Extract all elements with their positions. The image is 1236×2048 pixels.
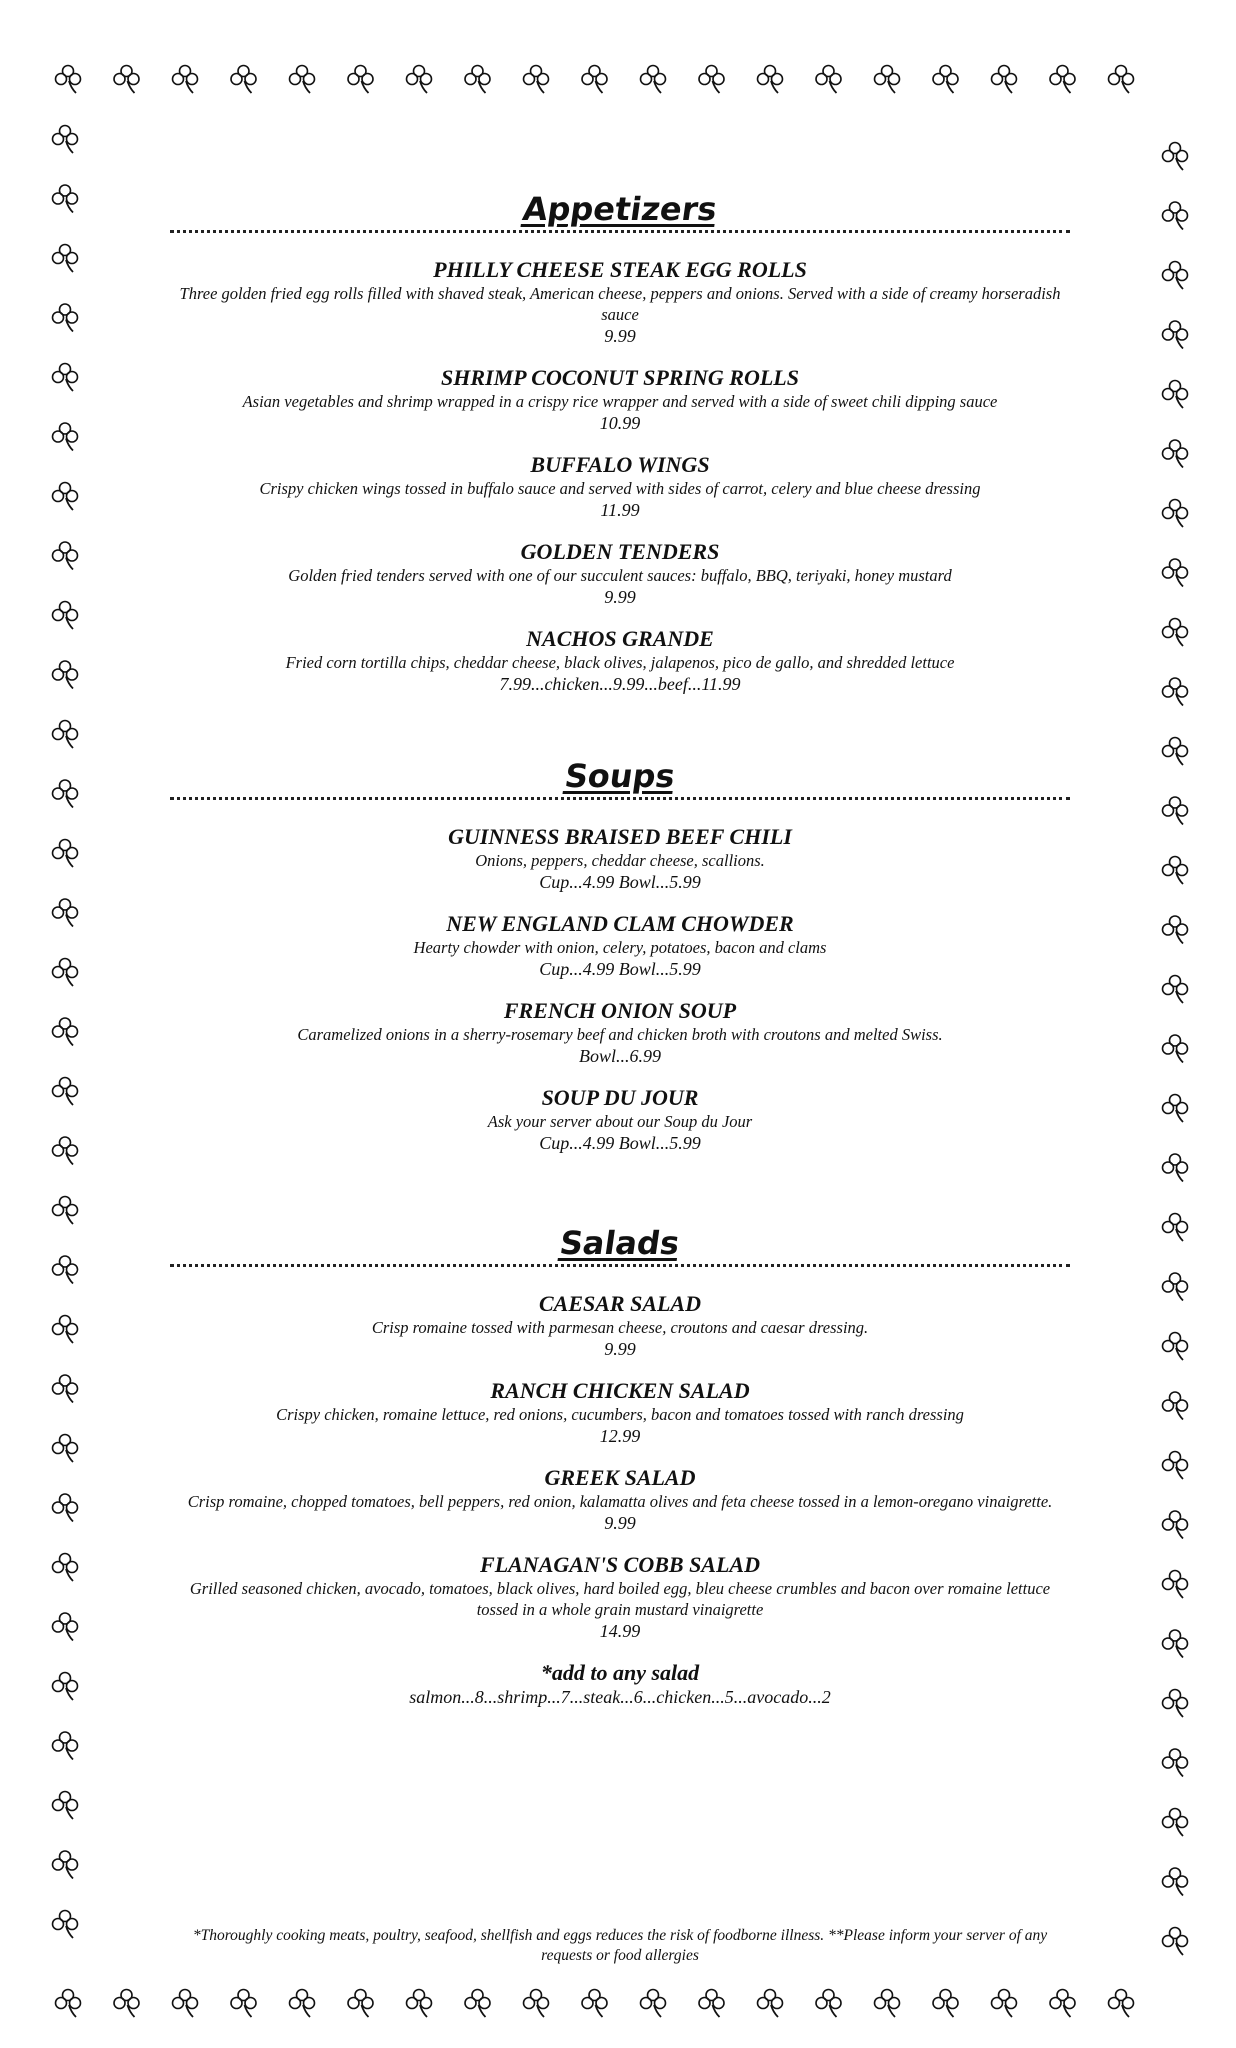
shamrock-icon <box>53 899 78 927</box>
shamrock-icon <box>53 483 78 511</box>
shamrock-icon <box>53 1613 78 1641</box>
item-name: RANCH CHICKEN SALAD <box>490 1378 750 1403</box>
shamrock-icon <box>290 1990 315 2018</box>
shamrock-icon <box>231 66 256 94</box>
shamrock-icon <box>231 1990 256 2018</box>
shamrock-icon <box>1163 1214 1188 1242</box>
item-description: Crispy chicken wings tossed in buffalo sauce and served with sides of carrot, celery and blue cheese dressing <box>259 479 981 498</box>
dotted-divider <box>170 1264 1070 1267</box>
shamrock-icon <box>407 66 432 94</box>
shamrock-icon <box>53 1197 78 1225</box>
shamrock-icon <box>53 1078 78 1106</box>
shamrock-icon <box>1163 559 1188 587</box>
shamrock-icon <box>53 602 78 630</box>
item-name: SOUP DU JOUR <box>541 1085 699 1110</box>
item-price: 9.99 <box>604 326 636 346</box>
section-appetizers <box>170 190 1070 695</box>
shamrock-icon <box>1163 1749 1188 1777</box>
shamrock-icon <box>53 780 78 808</box>
shamrock-icon <box>1163 1511 1188 1539</box>
shamrock-icon <box>53 1911 78 1939</box>
menu-item <box>170 998 1070 1067</box>
shamrock-icon <box>1163 1035 1188 1063</box>
shamrock-icon <box>933 66 958 94</box>
shamrock-icon <box>1163 1333 1188 1361</box>
shamrock-icon <box>1163 1392 1188 1420</box>
item-price: Bowl...6.99 <box>578 1046 661 1066</box>
menu-item <box>170 452 1070 521</box>
shamrock-icon <box>1163 857 1188 885</box>
item-description: Hearty chowder with onion, celery, potatoes, bacon and clams <box>413 938 827 957</box>
shamrock-icon <box>1163 1273 1188 1301</box>
shamrock-icon <box>1163 500 1188 528</box>
shamrock-icon <box>114 66 139 94</box>
shamrock-icon <box>699 66 724 94</box>
menu-content <box>170 190 1070 1726</box>
item-price: 9.99 <box>604 587 636 607</box>
shamrock-icon <box>53 1851 78 1879</box>
menu-item <box>170 257 1070 347</box>
section-soups <box>170 757 1070 1154</box>
shamrock-icon <box>1163 1154 1188 1182</box>
item-price: Cup...4.99 Bowl...5.99 <box>539 1133 701 1153</box>
shamrock-icon <box>758 66 783 94</box>
menu-item <box>170 1552 1070 1642</box>
item-price: 9.99 <box>604 1513 636 1533</box>
shamrock-icon <box>875 1990 900 2018</box>
item-description: Crisp romaine, chopped tomatoes, bell peppers, red onion, kalamatta olives and feta cheese tossed in a lemon-oregano vinaigrette. <box>187 1492 1053 1511</box>
item-name: FRENCH ONION SOUP <box>503 998 737 1023</box>
shamrock-icon <box>875 66 900 94</box>
shamrock-icon <box>53 1137 78 1165</box>
menu-item <box>170 1085 1070 1154</box>
item-price: Cup...4.99 Bowl...5.99 <box>539 872 701 892</box>
item-price: 10.99 <box>599 413 641 433</box>
item-description: Three golden fried egg rolls filled with shaved steak, American cheese, peppers and onions. Served with a side of creamy horseradish sauce <box>179 284 1061 324</box>
item-description: Asian vegetables and shrimp wrapped in a crispy rice wrapper and served with a side of sweet chili dipping sauce <box>242 392 998 411</box>
shamrock-icon <box>1163 143 1188 171</box>
shamrock-icon <box>1163 1868 1188 1896</box>
shamrock-icon <box>1109 66 1134 94</box>
item-description: Ask your server about our Soup du Jour <box>487 1112 753 1131</box>
shamrock-icon <box>641 1990 666 2018</box>
section-title: Salads <box>557 1224 683 1262</box>
item-name: *add to any salad <box>540 1660 700 1685</box>
shamrock-icon <box>1163 262 1188 290</box>
shamrock-icon <box>53 304 78 332</box>
shamrock-icon <box>53 721 78 749</box>
shamrock-icon <box>1163 1095 1188 1123</box>
shamrock-icon <box>524 66 549 94</box>
item-name: NEW ENGLAND CLAM CHOWDER <box>446 911 794 936</box>
shamrock-icon <box>1163 1690 1188 1718</box>
shamrock-icon <box>1163 1809 1188 1837</box>
shamrock-icon <box>1163 202 1188 230</box>
shamrock-icon <box>1050 1990 1075 2018</box>
item-price: 14.99 <box>599 1621 641 1641</box>
item-description: Crisp romaine tossed with parmesan cheese, croutons and caesar dressing. <box>371 1318 869 1337</box>
shamrock-icon <box>53 1018 78 1046</box>
item-description: Golden fried tenders served with one of our succulent sauces: buffalo, BBQ, teriyaki, honey mustard <box>288 566 952 585</box>
shamrock-icon <box>1163 976 1188 1004</box>
menu-item <box>170 1465 1070 1534</box>
item-price: 11.99 <box>600 500 640 520</box>
item-description: Grilled seasoned chicken, avocado, tomatoes, black olives, hard boiled egg, bleu cheese crumbles and bacon over romaine lettuce tossed in a whole grain mustard vinaigrette <box>189 1579 1051 1619</box>
shamrock-icon <box>173 66 198 94</box>
shamrock-icon <box>1163 797 1188 825</box>
allergy-footnote: *Thoroughly cooking meats, poultry, seafood, shellfish and eggs reduces the risk of foodborne illness. **Please inform your server of any requests or food allergies <box>192 1927 1048 1964</box>
shamrock-icon <box>53 959 78 987</box>
item-name: PHILLY CHEESE STEAK EGG ROLLS <box>433 257 807 282</box>
shamrock-icon <box>53 661 78 689</box>
shamrock-icon <box>1163 1452 1188 1480</box>
shamrock-icon <box>1163 1571 1188 1599</box>
shamrock-icon <box>1163 321 1188 349</box>
shamrock-icon <box>53 1792 78 1820</box>
shamrock-icon <box>524 1990 549 2018</box>
shamrock-icon <box>641 66 666 94</box>
dotted-divider <box>170 230 1070 233</box>
menu-item <box>170 824 1070 893</box>
item-name: CAESAR SALAD <box>538 1291 701 1316</box>
item-name: SHRIMP COCONUT SPRING ROLLS <box>441 365 799 390</box>
shamrock-icon <box>53 185 78 213</box>
shamrock-icon <box>53 1256 78 1284</box>
shamrock-icon <box>1109 1990 1134 2018</box>
item-name: GREEK SALAD <box>544 1465 696 1490</box>
item-description: Caramelized onions in a sherry-rosemary beef and chicken broth with croutons and melted Swiss. <box>297 1025 943 1044</box>
item-price: Cup...4.99 Bowl...5.99 <box>539 959 701 979</box>
shamrock-icon <box>53 423 78 451</box>
shamrock-icon <box>1163 619 1188 647</box>
menu-item <box>170 1378 1070 1447</box>
shamrock-icon <box>348 1990 373 2018</box>
shamrock-icon <box>53 542 78 570</box>
shamrock-icon <box>173 1990 198 2018</box>
shamrock-icon <box>53 1316 78 1344</box>
shamrock-icon <box>53 1554 78 1582</box>
menu-item <box>170 1291 1070 1360</box>
shamrock-icon <box>53 364 78 392</box>
shamrock-icon <box>56 66 81 94</box>
item-name: BUFFALO WINGS <box>530 452 710 477</box>
section-title: Soups <box>562 757 678 795</box>
shamrock-icon <box>1163 916 1188 944</box>
shamrock-icon <box>114 1990 139 2018</box>
shamrock-icon <box>992 1990 1017 2018</box>
menu-item <box>170 539 1070 608</box>
shamrock-icon <box>407 1990 432 2018</box>
item-price: 12.99 <box>599 1426 641 1446</box>
shamrock-icon <box>1163 440 1188 468</box>
shamrock-icon <box>816 66 841 94</box>
shamrock-icon <box>348 66 373 94</box>
shamrock-icon <box>53 126 78 154</box>
item-name: NACHOS GRANDE <box>526 626 714 651</box>
menu-item <box>170 911 1070 980</box>
shamrock-icon <box>816 1990 841 2018</box>
shamrock-icon <box>758 1990 783 2018</box>
item-name: GOLDEN TENDERS <box>520 539 720 564</box>
shamrock-icon <box>290 66 315 94</box>
item-description: Onions, peppers, cheddar cheese, scallions. <box>475 851 765 870</box>
menu-item <box>170 1660 1070 1708</box>
shamrock-icon <box>992 66 1017 94</box>
menu-item <box>170 626 1070 695</box>
shamrock-icon <box>582 1990 607 2018</box>
shamrock-icon <box>1163 738 1188 766</box>
shamrock-icon <box>582 66 607 94</box>
shamrock-icon <box>53 840 78 868</box>
item-description: Fried corn tortilla chips, cheddar cheese, black olives, jalapenos, pico de gallo, and shredded lettuce <box>285 653 955 672</box>
item-name: GUINNESS BRAISED BEEF CHILI <box>448 824 792 849</box>
item-description: Crispy chicken, romaine lettuce, red onions, cucumbers, bacon and tomatoes tossed with ranch dressing <box>276 1405 964 1424</box>
section-salads <box>170 1224 1070 1708</box>
shamrock-icon <box>53 1673 78 1701</box>
item-price: 7.99...chicken...9.99...beef...11.99 <box>499 674 741 694</box>
section-title: Appetizers <box>520 190 720 228</box>
shamrock-icon <box>53 1494 78 1522</box>
shamrock-icon <box>53 1375 78 1403</box>
shamrock-icon <box>933 1990 958 2018</box>
item-price: 9.99 <box>604 1339 636 1359</box>
shamrock-icon <box>1163 1630 1188 1658</box>
menu-item <box>170 365 1070 434</box>
shamrock-icon <box>1163 1928 1188 1956</box>
shamrock-icon <box>53 245 78 273</box>
shamrock-icon <box>465 1990 490 2018</box>
shamrock-icon <box>1050 66 1075 94</box>
item-price: salmon...8...shrimp...7...steak...6...chicken...5...avocado...2 <box>409 1687 831 1707</box>
shamrock-icon <box>53 1435 78 1463</box>
dotted-divider <box>170 797 1070 800</box>
shamrock-icon <box>1163 678 1188 706</box>
shamrock-icon <box>1163 381 1188 409</box>
shamrock-icon <box>53 1732 78 1760</box>
shamrock-icon <box>465 66 490 94</box>
item-name: FLANAGAN'S COBB SALAD <box>480 1552 760 1577</box>
shamrock-icon <box>699 1990 724 2018</box>
shamrock-icon <box>56 1990 81 2018</box>
